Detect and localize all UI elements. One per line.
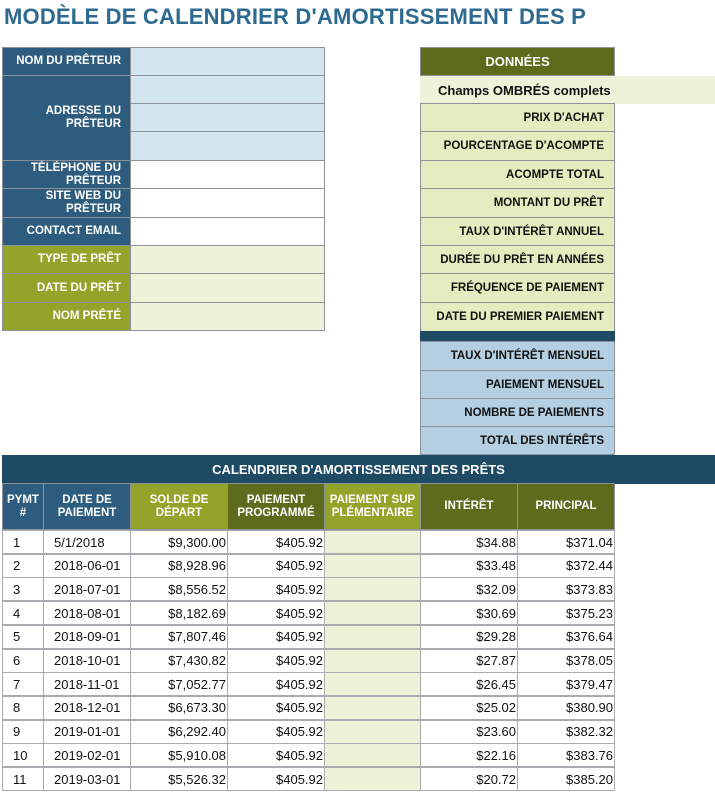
lender-address-line-3[interactable] [130, 131, 325, 161]
cell-pymt: 2 [2, 554, 44, 578]
lender-website-label: SITE WEB DU PRÊTEUR [2, 188, 131, 218]
cell-extra-payment[interactable] [324, 743, 421, 767]
cell-extra-payment[interactable] [324, 649, 421, 673]
data-panel-divider [420, 331, 615, 341]
payment-frequency-label[interactable]: FRÉQUENCE DE PAIEMENT [420, 273, 615, 303]
cell-date: 2019-02-01 [43, 743, 131, 767]
lender-phone-label: TÉLÉPHONE DU PRÊTEUR [2, 160, 131, 189]
col-header-interest: INTÉRÊT [420, 483, 518, 530]
cell-extra-payment[interactable] [324, 530, 421, 554]
col-header-scheduled: PAIEMENT PROGRAMMÉ [227, 483, 325, 530]
cell-principal: $379.47 [517, 672, 615, 696]
cell-principal: $371.04 [517, 530, 615, 554]
cell-interest: $30.69 [420, 601, 518, 625]
lender-address-line-1[interactable] [130, 75, 325, 104]
cell-pymt: 5 [2, 625, 44, 649]
cell-date: 2018-10-01 [43, 649, 131, 673]
cell-extra-payment[interactable] [324, 554, 421, 578]
loan-type-label: TYPE DE PRÊT [2, 245, 131, 274]
cell-date: 2018-08-01 [43, 601, 131, 625]
down-payment-total-label[interactable]: ACOMPTE TOTAL [420, 160, 615, 189]
cell-start-balance: $7,430.82 [130, 649, 228, 673]
cell-date: 2018-07-01 [43, 577, 131, 601]
purchase-price-label[interactable]: PRIX D'ACHAT [420, 103, 615, 132]
cell-pymt: 11 [2, 767, 44, 791]
cell-interest: $34.88 [420, 530, 518, 554]
cell-interest: $26.45 [420, 672, 518, 696]
term-years-label[interactable]: DURÉE DU PRÊT EN ANNÉES [420, 245, 615, 274]
cell-scheduled: $405.92 [227, 672, 325, 696]
monthly-payment-label: PAIEMENT MENSUEL [420, 370, 615, 399]
cell-extra-payment[interactable] [324, 577, 421, 601]
lender-name-label: NOM DU PRÊTEUR [2, 47, 131, 76]
cell-pymt: 4 [2, 601, 44, 625]
cell-start-balance: $8,182.69 [130, 601, 228, 625]
cell-start-balance: $5,910.08 [130, 743, 228, 767]
cell-extra-payment[interactable] [324, 696, 421, 720]
cell-interest: $29.28 [420, 625, 518, 649]
cell-scheduled: $405.92 [227, 649, 325, 673]
cell-date: 2019-01-01 [43, 720, 131, 744]
loan-amount-label[interactable]: MONTANT DU PRÊT [420, 188, 615, 218]
page-title: MODÈLE DE CALENDRIER D'AMORTISSEMENT DES P [4, 4, 587, 29]
cell-scheduled: $405.92 [227, 743, 325, 767]
cell-pymt: 6 [2, 649, 44, 673]
cell-scheduled: $405.92 [227, 601, 325, 625]
cell-interest: $23.60 [420, 720, 518, 744]
loan-date-field[interactable] [130, 273, 325, 303]
schedule-banner: CALENDRIER D'AMORTISSEMENT DES PRÊTS [2, 455, 715, 484]
cell-interest: $27.87 [420, 649, 518, 673]
lender-email-label: CONTACT EMAIL [2, 217, 131, 246]
cell-start-balance: $5,526.32 [130, 767, 228, 791]
cell-scheduled: $405.92 [227, 696, 325, 720]
data-panel-note: Champs OMBRÉS complets [420, 76, 715, 104]
lender-address-line-2[interactable] [130, 103, 325, 132]
cell-start-balance: $9,300.00 [130, 530, 228, 554]
cell-pymt: 3 [2, 577, 44, 601]
cell-principal: $373.83 [517, 577, 615, 601]
borrower-name-label: NOM PRÊTÉ [2, 302, 131, 331]
cell-date: 2018-06-01 [43, 554, 131, 578]
cell-date: 2018-11-01 [43, 672, 131, 696]
cell-scheduled: $405.92 [227, 554, 325, 578]
cell-start-balance: $6,292.40 [130, 720, 228, 744]
cell-scheduled: $405.92 [227, 625, 325, 649]
total-interest-label: TOTAL DES INTÉRÊTS [420, 426, 615, 455]
cell-pymt: 9 [2, 720, 44, 744]
loan-type-field[interactable] [130, 245, 325, 274]
lender-name-field[interactable] [130, 47, 325, 76]
cell-start-balance: $8,556.52 [130, 577, 228, 601]
col-header-principal: PRINCIPAL [517, 483, 615, 530]
cell-date: 2018-09-01 [43, 625, 131, 649]
cell-pymt: 7 [2, 672, 44, 696]
cell-principal: $375.23 [517, 601, 615, 625]
col-header-extra: PAIEMENT SUPPLÉMENTAIRE [324, 483, 421, 530]
lender-address-label: ADRESSE DU PRÊTEUR [2, 75, 131, 161]
cell-scheduled: $405.92 [227, 720, 325, 744]
cell-extra-payment[interactable] [324, 601, 421, 625]
cell-principal: $380.90 [517, 696, 615, 720]
cell-interest: $20.72 [420, 767, 518, 791]
first-payment-date-label[interactable]: DATE DU PREMIER PAIEMENT [420, 302, 615, 332]
annual-rate-label[interactable]: TAUX D'INTÉRÊT ANNUEL [420, 217, 615, 246]
cell-extra-payment[interactable] [324, 720, 421, 744]
cell-interest: $33.48 [420, 554, 518, 578]
lender-website-field[interactable] [130, 188, 325, 218]
lender-email-field[interactable] [130, 217, 325, 246]
cell-principal: $385.20 [517, 767, 615, 791]
cell-start-balance: $6,673.30 [130, 696, 228, 720]
cell-date: 2019-03-01 [43, 767, 131, 791]
cell-pymt: 8 [2, 696, 44, 720]
cell-start-balance: $7,807.46 [130, 625, 228, 649]
cell-principal: $382.32 [517, 720, 615, 744]
cell-start-balance: $7,052.77 [130, 672, 228, 696]
num-payments-label: NOMBRE DE PAIEMENTS [420, 398, 615, 427]
cell-start-balance: $8,928.96 [130, 554, 228, 578]
cell-pymt: 10 [2, 743, 44, 767]
cell-extra-payment[interactable] [324, 625, 421, 649]
cell-interest: $32.09 [420, 577, 518, 601]
loan-date-label: DATE DU PRÊT [2, 273, 131, 303]
cell-principal: $372.44 [517, 554, 615, 578]
cell-extra-payment[interactable] [324, 672, 421, 696]
cell-pymt: 1 [2, 530, 44, 554]
cell-interest: $22.16 [420, 743, 518, 767]
col-header-pymt: PYMT # [2, 483, 44, 530]
cell-principal: $376.64 [517, 625, 615, 649]
cell-date: 2018-12-01 [43, 696, 131, 720]
monthly-rate-label: TAUX D'INTÉRÊT MENSUEL [420, 341, 615, 371]
cell-scheduled: $405.92 [227, 577, 325, 601]
down-payment-pct-label[interactable]: POURCENTAGE D'ACOMPTE [420, 131, 615, 161]
lender-phone-field[interactable] [130, 160, 325, 189]
cell-principal: $378.05 [517, 649, 615, 673]
cell-scheduled: $405.92 [227, 767, 325, 791]
cell-principal: $383.76 [517, 743, 615, 767]
data-panel-header: DONNÉES [420, 47, 615, 76]
cell-scheduled: $405.92 [227, 530, 325, 554]
cell-interest: $25.02 [420, 696, 518, 720]
borrower-name-field[interactable] [130, 302, 325, 331]
col-header-date: DATE DE PAIEMENT [43, 483, 131, 530]
cell-extra-payment[interactable] [324, 767, 421, 791]
cell-date: 5/1/2018 [43, 530, 131, 554]
col-header-start-balance: SOLDE DE DÉPART [130, 483, 228, 530]
